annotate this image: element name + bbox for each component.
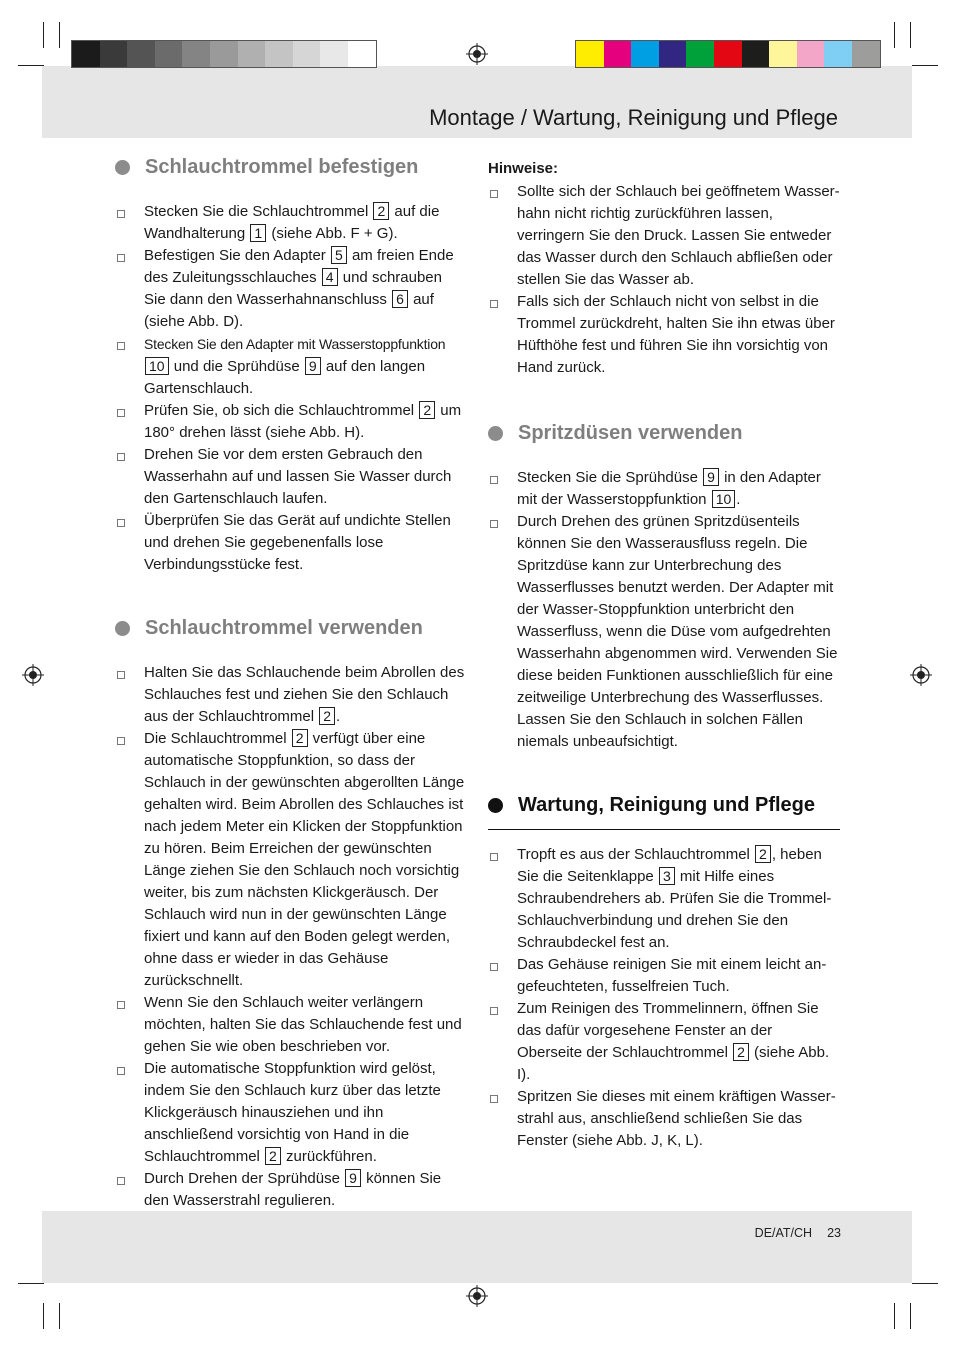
crop-mark [894,1303,895,1329]
color-swatch [659,41,687,67]
checkbox-bullet-icon [117,342,125,350]
part-number: 2 [755,845,771,863]
page-number: 23 [827,1226,841,1240]
list-item: Das Gehäuse reinigen Sie mit einem leicht angefeuchteten, fusselfreien Tuch. [488,954,840,998]
color-swatch [210,41,238,67]
footer-band [42,1211,912,1283]
locale-label: DE/AT/CH [754,1226,813,1240]
list-item: Zum Reinigen des Trommelinnern, öffnen Sie das dafür vorgesehene Fenster an der Oberseite der Schlauchtrommel 2 (siehe Abb. I). [488,998,840,1086]
checkbox-bullet-icon [490,190,498,198]
part-number: 9 [305,357,321,375]
left-column [115,155,467,1212]
list-item: Stecken Sie die Sprühdüse 9 in den Adapter mit der Wasserstoppfunktion 10 . [488,467,840,511]
list-item: Die automatische Stoppfunktion wird gelöst, indem Sie den Schlauch kurz über das letzte Klickgeräusch hinausziehen und ihn anschließend vorsichtig von Hand in die Schlauchtrommel 2 zurückführen. [115,1058,467,1168]
color-swatch [127,41,155,67]
registration-mark-icon [910,664,932,686]
checkbox-bullet-icon [117,453,125,461]
crop-mark [910,22,911,48]
checkbox-bullet-icon [117,671,125,679]
checkbox-bullet-icon [490,853,498,861]
list-item: Stecken Sie die Schlauchtrommel 2 auf die Wandhalterung 1 (siehe Abb. F + G). [115,201,467,245]
color-swatch [769,41,797,67]
crop-mark [43,22,44,48]
color-swatch [824,41,852,67]
checkbox-bullet-icon [490,476,498,484]
part-number: 9 [345,1169,361,1187]
part-number: 10 [145,357,169,375]
crop-mark [912,65,938,66]
right-column [488,159,840,1152]
color-swatch [238,41,266,67]
crop-mark [18,1283,44,1284]
registration-mark-icon [466,43,488,65]
color-swatch [576,41,604,67]
color-swatch [182,41,210,67]
color-swatch [797,41,825,67]
part-number: 10 [712,490,736,508]
list-item: Falls sich der Schlauch nicht von selbst in die Trommel zurückdreht, halten Sie ihn etwas über Hüfthöhe fest und führen Sie ihn vorsichtig von Hand zurück. [488,291,840,379]
part-number: 2 [373,202,389,220]
section-heading: Wartung, Reinigung und Pflege [488,793,840,817]
bullet-dot-icon [115,621,130,636]
part-number: 6 [392,290,408,308]
checkbox-bullet-icon [490,1095,498,1103]
part-number: 1 [250,224,266,242]
list-item: Drehen Sie vor dem ersten Gebrauch den Wasserhahn auf und lassen Sie Wasser durch den Gartenschlauch laufen. [115,444,467,510]
list-item: Halten Sie das Schlauchende beim Abrollen des Schlauches fest und ziehen Sie den Schlauch aus der Schlauchtrommel 2 . [115,662,467,728]
part-number: 2 [319,707,335,725]
section-heading: Schlauchtrommel befestigen [115,155,467,179]
color-swatch [742,41,770,67]
checkbox-bullet-icon [117,1177,125,1185]
registration-mark-icon [466,1285,488,1307]
color-swatch [852,41,880,67]
list-item: Die Schlauchtrommel 2 verfügt über eine automatische Stoppfunktion, so dass der Schlauch in der gewünschten abgerollten Länge gehalten wird. Beim Abrollen des Schlauches ist nach jedem Meter ein Klicken der Stoppfunktion zu hören. Beim Erreichen der gewünschten Länge ziehen Sie den Schlauch noch vorsichtig weiter, bis zum nächsten Klickgeräusch. Der Schlauch wird nun in der gewünschten Länge fixiert und kann auf den Boden gelegt werden, ohne dass er wieder in das Gehäuse zurückschnellt. [115,728,467,992]
part-number: 2 [292,729,308,747]
color-swatch [686,41,714,67]
color-swatch [714,41,742,67]
notes-list [488,181,840,379]
list-item: Sollte sich der Schlauch bei geöffnetem Wasserhahn nicht richtig zurückführen lassen, verringern Sie den Druck. Lassen Sie entweder das Wasser durch den Schlauch abfließen oder stellen Sie das Wasser ab. [488,181,840,291]
list-item: Tropft es aus der Schlauchtrommel 2 , heben Sie die Seitenklappe 3 mit Hilfe eines Schraubendrehers ab. Prüfen Sie die Trommel-Schlauchverbindung und drehen Sie den Schraubdeckel fest an. [488,844,840,954]
crop-mark [910,1303,911,1329]
part-number: 2 [419,401,435,419]
crop-mark [894,22,895,48]
list-item: Durch Drehen des grünen Spritzdüsenteils können Sie den Wasserausfluss regeln. Die Spritzdüse kann zur Unterbrechung des Wasserflusses benutzt werden. Der Adapter mit der Wasser-Stoppfunktion unterbricht den Wasserfluss, wenn die Düse vom aufgedrehten Wasserhahn abgenommen wird. Verwenden Sie diese beiden Funktionen ausschließlich für eine zeitweilige Unterbrechung des Wasserflusses. Lassen Sie den Schlauch in solchen Fällen niemals unbeaufsichtigt. [488,511,840,753]
list-item: Durch Drehen der Sprühdüse 9 können Sie den Wasserstrahl regulieren. [115,1168,467,1212]
color-swatch [604,41,632,67]
checkbox-bullet-icon [490,963,498,971]
color-swatch [320,41,348,67]
checkbox-bullet-icon [490,300,498,308]
part-number: 3 [659,867,675,885]
list-item: Überprüfen Sie das Gerät auf undichte Stellen und drehen Sie gegebenenfalls lose Verbindungsstücke fest. [115,510,467,576]
page-footer [755,1226,841,1240]
instruction-list [488,467,840,753]
checkbox-bullet-icon [117,409,125,417]
instruction-list [488,844,840,1152]
part-number: 2 [265,1147,281,1165]
bullet-dot-icon [488,798,503,813]
checkbox-bullet-icon [117,1001,125,1009]
section-heading: Schlauchtrommel verwenden [115,616,467,640]
color-swatch [631,41,659,67]
checkbox-bullet-icon [490,520,498,528]
section-heading: Spritzdüsen verwenden [488,421,840,445]
checkbox-bullet-icon [117,254,125,262]
instruction-list [115,201,467,576]
list-item: Befestigen Sie den Adapter 5 am freien Ende des Zuleitungsschlauches 4 und schrauben Sie dann den Wasserhahnanschluss 6 auf (siehe Abb. D). [115,245,467,333]
list-item: Stecken Sie den Adapter mit Wasserstoppfunktion 10 und die Sprühdüse 9 auf den langen Gartenschlauch. [115,333,467,400]
color-calibration-bar [575,40,881,68]
section-divider [488,829,840,830]
part-number: 9 [703,468,719,486]
crop-mark [43,1303,44,1329]
list-item: Prüfen Sie, ob sich die Schlauchtrommel 2 um 180° drehen lässt (siehe Abb. H). [115,400,467,444]
bullet-dot-icon [488,426,503,441]
notes-heading: Hinweise: [488,160,559,177]
part-number: 4 [322,268,338,286]
list-item: Spritzen Sie dieses mit einem kräftigen Wasserstrahl aus, anschließend schließen Sie das Fenster (siehe Abb. J, K, L). [488,1086,840,1152]
color-swatch [72,41,100,67]
color-swatch [265,41,293,67]
crop-mark [18,65,44,66]
color-swatch [155,41,183,67]
instruction-list [115,662,467,1212]
page-title: Montage / Wartung, Reinigung und Pflege [429,105,838,130]
checkbox-bullet-icon [490,1007,498,1015]
color-swatch [293,41,321,67]
checkbox-bullet-icon [117,1067,125,1075]
grayscale-calibration-bar [71,40,377,68]
color-swatch [348,41,376,67]
bullet-dot-icon [115,160,130,175]
list-item: Wenn Sie den Schlauch weiter verlängern möchten, halten Sie das Schlauchende fest und gehen Sie wie oben beschrieben vor. [115,992,467,1058]
registration-mark-icon [22,664,44,686]
part-number: 2 [733,1043,749,1061]
crop-mark [912,1283,938,1284]
color-swatch [100,41,128,67]
crop-mark [59,1303,60,1329]
part-number: 5 [331,246,347,264]
checkbox-bullet-icon [117,519,125,527]
checkbox-bullet-icon [117,210,125,218]
crop-mark [59,22,60,48]
checkbox-bullet-icon [117,737,125,745]
